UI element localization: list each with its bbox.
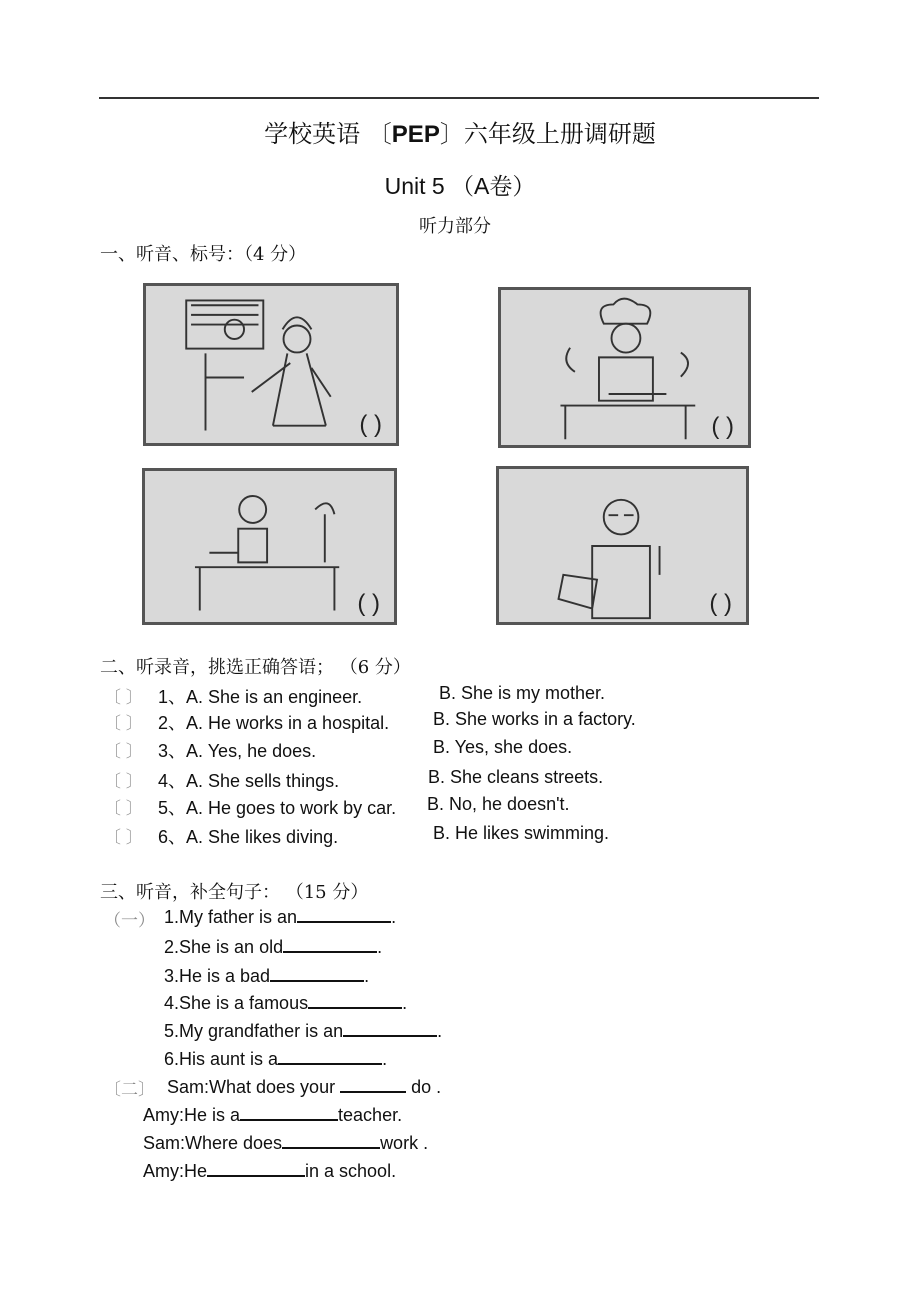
section1-heading: 一、听音、标号：（4 分） — [100, 244, 307, 265]
question-option-b[interactable]: B. No, he doesn't. — [427, 794, 570, 814]
question-option-b[interactable]: B. She is my mother. — [439, 683, 606, 703]
sentence-end: . — [377, 937, 383, 957]
answer-blank[interactable] — [340, 1075, 406, 1093]
question-number: 3、 — [158, 741, 187, 761]
picture-woman-kitchen — [143, 283, 399, 446]
answer-blank[interactable] — [207, 1159, 305, 1177]
question-option-b[interactable]: B. She cleans streets. — [428, 767, 604, 787]
question-number: 2、 — [158, 713, 187, 733]
option-a-text: A. She likes diving. — [186, 827, 339, 847]
dialogue-line — [143, 1131, 428, 1154]
answer-bracket[interactable]: 〔 〕 — [104, 772, 143, 791]
answer-blank[interactable] — [343, 1019, 437, 1037]
sentence-start: 3.He is a bad — [164, 966, 271, 986]
top-rule — [99, 97, 819, 99]
fill-in-sentence — [164, 1047, 387, 1070]
dialogue-line — [167, 1075, 441, 1098]
sentence-end: . — [364, 966, 370, 986]
sentence-start: 6.His aunt is a — [164, 1049, 279, 1069]
sentence-start: 4.She is a famous — [164, 993, 309, 1013]
question-option-b[interactable]: B. Yes, she does. — [433, 737, 573, 757]
sentence-start: 1.My father is an — [164, 907, 298, 927]
dialogue-end: work . — [380, 1133, 429, 1153]
dialogue-start: Amy:He is a — [143, 1105, 241, 1125]
sentence-start: 2.She is an old — [164, 937, 284, 957]
answer-blank[interactable] — [308, 991, 402, 1009]
fill-in-sentence — [164, 991, 407, 1014]
part2-label: 〔二〕 — [104, 1080, 155, 1099]
part1-label: （一） — [104, 911, 155, 930]
answer-blank[interactable] — [270, 964, 364, 982]
section2-heading: 二、听录音，挑选正确答语； （6 分） — [100, 657, 411, 678]
option-a-text: A. She sells things. — [186, 771, 340, 791]
dialogue-start: Amy:He — [143, 1161, 208, 1181]
fill-in-sentence — [164, 1019, 442, 1042]
listening-subtitle: 听力部分 — [419, 216, 491, 237]
question-number: 6、 — [158, 827, 187, 847]
question-option-b[interactable]: B. She works in a factory. — [433, 709, 636, 729]
dialogue-line — [143, 1159, 396, 1182]
answer-paren[interactable]: ( ) — [357, 590, 380, 617]
sentence-end: . — [402, 993, 408, 1013]
question-number: 1、 — [158, 687, 187, 707]
fill-in-sentence — [164, 964, 369, 987]
title-prefix: 学校英语 〔 — [264, 120, 392, 148]
answer-blank[interactable] — [282, 1131, 380, 1149]
question-option-a[interactable] — [158, 683, 362, 709]
picture-girl-desk — [142, 468, 397, 625]
dialogue-start: Sam:What does your — [167, 1077, 341, 1097]
option-a-text: A. Yes, he does. — [186, 741, 317, 761]
question-option-b[interactable]: B. He likes swimming. — [433, 823, 610, 843]
sentence-end: . — [437, 1021, 443, 1041]
question-number: 4、 — [158, 771, 187, 791]
question-number: 5、 — [158, 798, 187, 818]
unit-heading: Unit 5 （A卷） — [384, 173, 536, 199]
answer-paren[interactable]: ( ) — [709, 590, 732, 617]
fill-in-sentence — [164, 935, 382, 958]
answer-bracket[interactable]: 〔 〕 — [104, 828, 143, 847]
question-option-a[interactable] — [158, 823, 338, 849]
dialogue-end: teacher. — [338, 1105, 403, 1125]
sentence-end: . — [391, 907, 397, 927]
dialogue-line — [143, 1103, 402, 1126]
dialogue-end: in a school. — [305, 1161, 397, 1181]
picture-chef — [498, 287, 751, 448]
worksheet-title — [0, 114, 920, 149]
question-option-a[interactable] — [158, 737, 316, 763]
fill-in-sentence — [164, 905, 396, 928]
question-option-a[interactable] — [158, 767, 339, 793]
sentence-end: . — [382, 1049, 388, 1069]
title-pep: PEP — [391, 121, 440, 148]
dialogue-end: do . — [406, 1077, 442, 1097]
answer-bracket[interactable]: 〔 〕 — [104, 688, 143, 707]
answer-blank[interactable] — [240, 1103, 338, 1121]
answer-blank[interactable] — [278, 1047, 382, 1065]
picture-man-book — [496, 466, 749, 625]
sentence-start: 5.My grandfather is an — [164, 1021, 344, 1041]
answer-bracket[interactable]: 〔 〕 — [104, 714, 143, 733]
answer-bracket[interactable]: 〔 〕 — [104, 799, 143, 818]
section3-heading: 三、听音，补全句子： （15 分） — [100, 882, 369, 903]
answer-bracket[interactable]: 〔 〕 — [104, 742, 143, 761]
question-option-a[interactable] — [158, 709, 389, 735]
answer-blank[interactable] — [297, 905, 391, 923]
option-a-text: A. He works in a hospital. — [186, 713, 390, 733]
answer-blank[interactable] — [283, 935, 377, 953]
question-option-a[interactable] — [158, 794, 396, 820]
option-a-text: A. She is an engineer. — [186, 687, 363, 707]
dialogue-start: Sam:Where does — [143, 1133, 283, 1153]
title-suffix: 〕六年级上册调研题 — [439, 120, 656, 148]
answer-paren[interactable]: ( ) — [359, 411, 382, 438]
option-a-text: A. He goes to work by car. — [186, 798, 397, 818]
answer-paren[interactable]: ( ) — [711, 413, 734, 440]
